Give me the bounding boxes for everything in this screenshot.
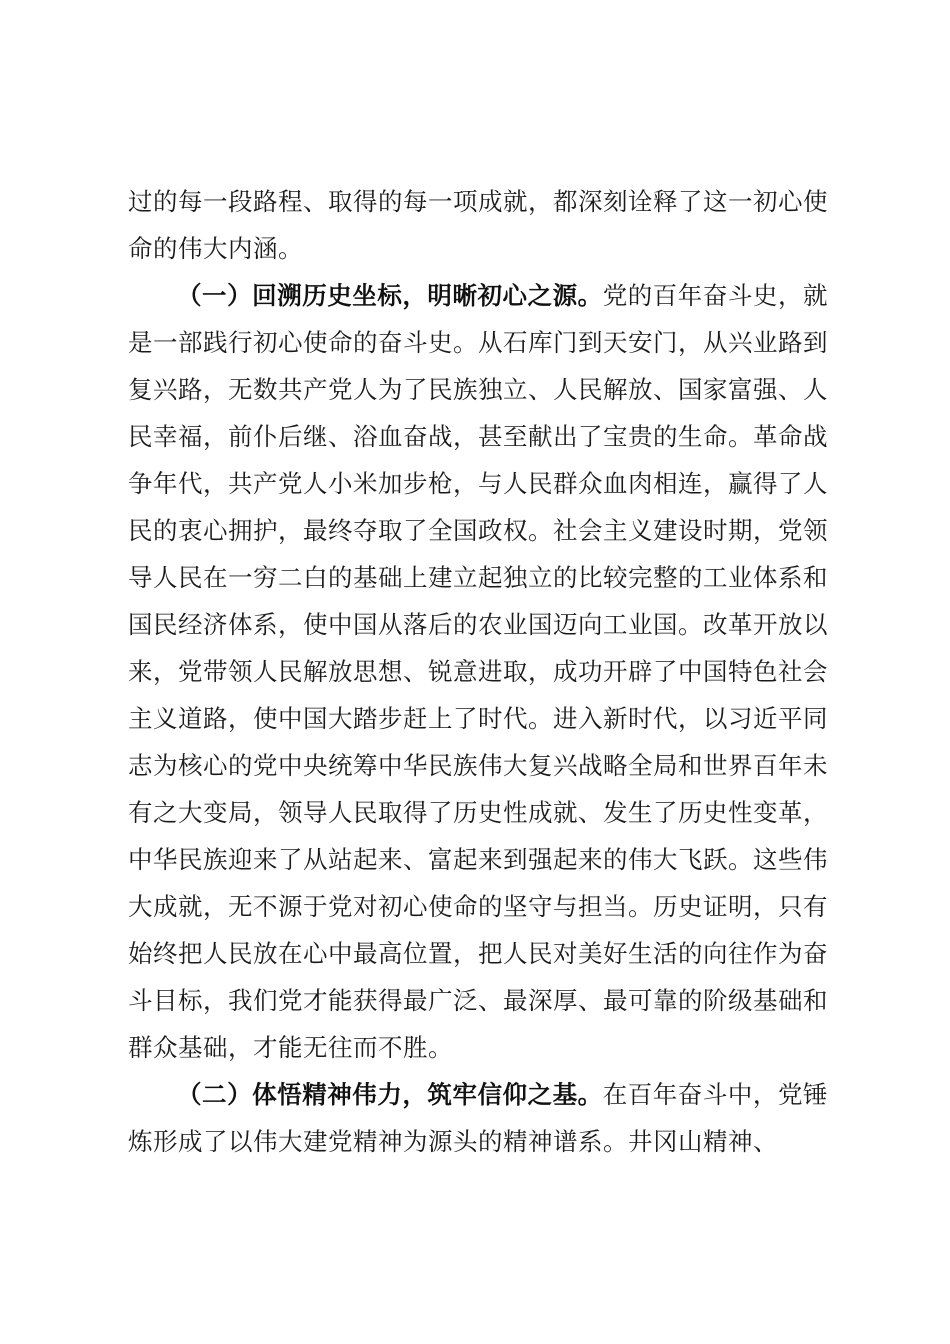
section-2-paragraph <box>128 1071 828 1165</box>
section-2-body: 在百年奋斗中，党锤炼形成了以伟大建党精神为源头的精神谱系。井冈山精神、 <box>128 1080 829 1156</box>
continuation-paragraph: 过的每一段路程、取得的每一项成就，都深刻诠释了这一初心使命的伟大内涵。 <box>128 187 828 263</box>
section-1-body: 党的百年奋斗史，就是一部践行初心使命的奋斗史。从石库门到天安门，从兴业路到复兴路，无数共产党人为了民族独立、人民解放、国家富强、人民幸福，前仆后继、浴血奋战，甚至献出了宝贵的生命。革命战争年代，共产党人小米加步枪，与人民群众血肉相连，赢得了人民的衷心拥护，最终夺取了全国政权。社会主义建设时期，党领导人民在一穷二白的基础上建立起独立的比较完整的工业体系和国民经济体系，使中国从落后的农业国迈向工业国。改革开放以来，党带领人民解放思想、锐意进取，成功开辟了中国特色社会主义道路，使中国大踏步赶上了时代。进入新时代，以习近平同志为核心的党中央统筹中华民族伟大复兴战略全局和世界百年未有之大变局，领导人民取得了历史性成就、发生了历史性变革，中华民族迎来了从站起来、富起来到强起来的伟大飞跃。这些伟大成就，无不源于党对初心使命的坚守与担当。历史证明，只有始终把人民放在心中最高位置，把人民对美好生活的向往作为奋斗目标，我们党才能获得最广泛、最深厚、最可靠的阶级基础和群众基础，才能无往而不胜。 <box>128 281 829 1062</box>
section-1-heading: （一）回溯历史坐标，明晰初心之源。 <box>177 281 603 310</box>
section-1-paragraph <box>128 272 828 1071</box>
body-text <box>128 178 828 1165</box>
section-2-heading: （二）体悟精神伟力，筑牢信仰之基。 <box>177 1080 603 1109</box>
